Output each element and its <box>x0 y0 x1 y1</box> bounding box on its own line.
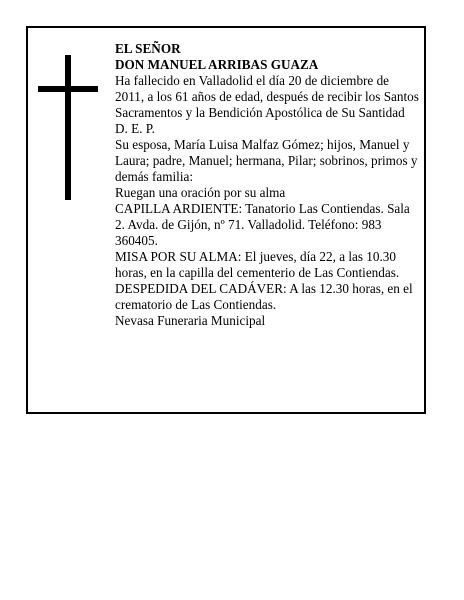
death-statement: Ha fallecido en Valladolid el día 20 de diciembre de 2011, a los 61 años de edad, después de recibir los Santos Sacramentos y la Bendición Apostólica de Su Santidad <box>115 73 419 120</box>
notice-body <box>115 41 421 329</box>
cross-horizontal-bar <box>38 86 98 92</box>
cross-vertical-bar <box>65 55 71 200</box>
cross-icon <box>38 55 98 200</box>
title-line-1: EL SEÑOR <box>115 41 181 56</box>
family-list: Su esposa, María Luisa Malfaz Gómez; hijos, Manuel y Laura; padre, Manuel; hermana, Pilar; sobrinos, primos y demás familia: <box>115 137 418 184</box>
deceased-name: DON MANUEL ARRIBAS GUAZA <box>115 57 319 72</box>
dep-line: D. E. P. <box>115 121 155 136</box>
obituary-notice <box>26 26 426 414</box>
prayer-request: Ruegan una oración por su alma <box>115 185 286 200</box>
funeral-home: Nevasa Funeraria Municipal <box>115 313 266 328</box>
chapel-info: CAPILLA ARDIENTE: Tanatorio Las Contiendas. Sala 2. Avda. de Gijón, nº 71. Valladolid. Teléfono: 983 360405. <box>115 201 410 248</box>
mass-info: MISA POR SU ALMA: El jueves, día 22, a las 10.30 horas, en la capilla del cementerio de Las Contiendas. <box>115 249 400 280</box>
farewell-info: DESPEDIDA DEL CADÁVER: A las 12.30 horas, en el crematorio de Las Contiendas. <box>115 281 413 312</box>
